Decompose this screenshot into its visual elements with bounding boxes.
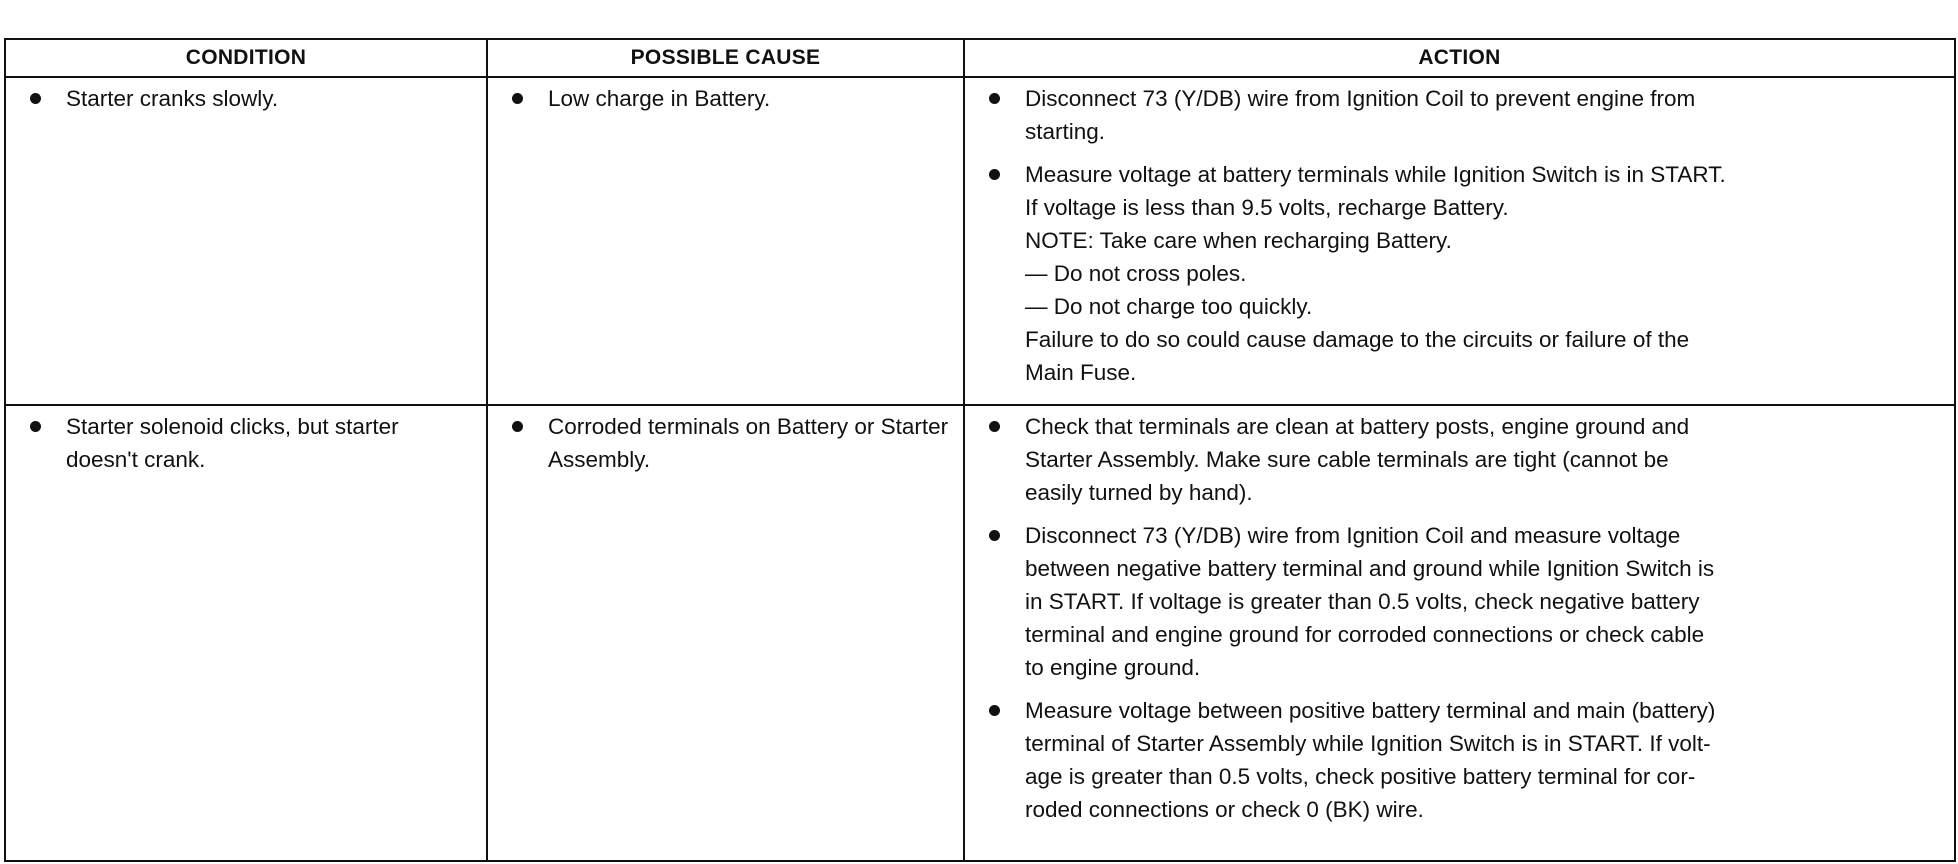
cause-cell (487, 405, 964, 861)
cause-text: Corroded terminals on Battery or Starter Assembly. (548, 414, 949, 472)
condition-item (24, 82, 474, 115)
action-line: starting. (1025, 119, 1106, 144)
action-line: in START. If voltage is greater than 0.5 volts, check negative battery (1025, 589, 1700, 614)
bullet-icon (989, 169, 1000, 180)
troubleshooting-table (4, 38, 1956, 862)
action-item (983, 694, 1946, 826)
action-item (983, 158, 1946, 389)
condition-text: Starter solenoid clicks, but starter doesn't crank. (66, 414, 399, 472)
action-note: NOTE: Take care when recharging Battery. (1025, 228, 1452, 253)
action-line: Failure to do so could cause damage to the circuits or failure of the (1025, 327, 1690, 352)
action-line: Starter Assembly. Make sure cable terminals are tight (cannot be (1025, 447, 1669, 472)
action-item (983, 410, 1946, 509)
action-line: terminal of Starter Assembly while Ignition Switch is in START. If volt- (1025, 731, 1711, 756)
action-line: between negative battery terminal and ground while Ignition Switch is (1025, 556, 1715, 581)
condition-header: CONDITION (5, 39, 487, 77)
action-note-item: — Do not cross poles. (1025, 261, 1247, 286)
action-cell (964, 405, 1955, 861)
table-row (5, 405, 1955, 861)
action-header: ACTION (964, 39, 1955, 77)
header-row (5, 39, 1955, 77)
action-line: age is greater than 0.5 volts, check positive battery terminal for cor- (1025, 764, 1696, 789)
bullet-icon (989, 421, 1000, 432)
action-cell (964, 77, 1955, 405)
action-item (983, 82, 1946, 148)
action-line: Measure voltage at battery terminals while Ignition Switch is in START. (1025, 162, 1726, 187)
condition-cell (5, 405, 487, 861)
condition-text: Starter cranks slowly. (66, 86, 279, 111)
action-line: Measure voltage between positive battery terminal and main (battery) (1025, 698, 1716, 723)
action-line: Disconnect 73 (Y/DB) wire from Ignition Coil and measure voltage (1025, 523, 1681, 548)
action-item (983, 519, 1946, 684)
bullet-icon (512, 93, 523, 104)
cause-item (506, 82, 951, 115)
action-line: Check that terminals are clean at battery posts, engine ground and (1025, 414, 1690, 439)
bullet-icon (30, 421, 41, 432)
bullet-icon (989, 705, 1000, 716)
cause-item (506, 410, 951, 476)
possible-cause-header: POSSIBLE CAUSE (487, 39, 964, 77)
action-line: Disconnect 73 (Y/DB) wire from Ignition Coil to prevent engine from (1025, 86, 1696, 111)
bullet-icon (989, 530, 1000, 541)
cause-text: Low charge in Battery. (548, 86, 771, 111)
action-line: terminal and engine ground for corroded connections or check cable (1025, 622, 1705, 647)
action-line: roded connections or check 0 (BK) wire. (1025, 797, 1424, 822)
condition-cell (5, 77, 487, 405)
action-line: easily turned by hand). (1025, 480, 1253, 505)
action-line: to engine ground. (1025, 655, 1201, 680)
bullet-icon (512, 421, 523, 432)
action-line: If voltage is less than 9.5 volts, recharge Battery. (1025, 195, 1509, 220)
bullet-icon (30, 93, 41, 104)
bullet-icon (989, 93, 1000, 104)
action-line: Main Fuse. (1025, 360, 1137, 385)
table-row (5, 77, 1955, 405)
condition-item (24, 410, 474, 476)
cause-cell (487, 77, 964, 405)
action-note-item: — Do not charge too quickly. (1025, 294, 1313, 319)
